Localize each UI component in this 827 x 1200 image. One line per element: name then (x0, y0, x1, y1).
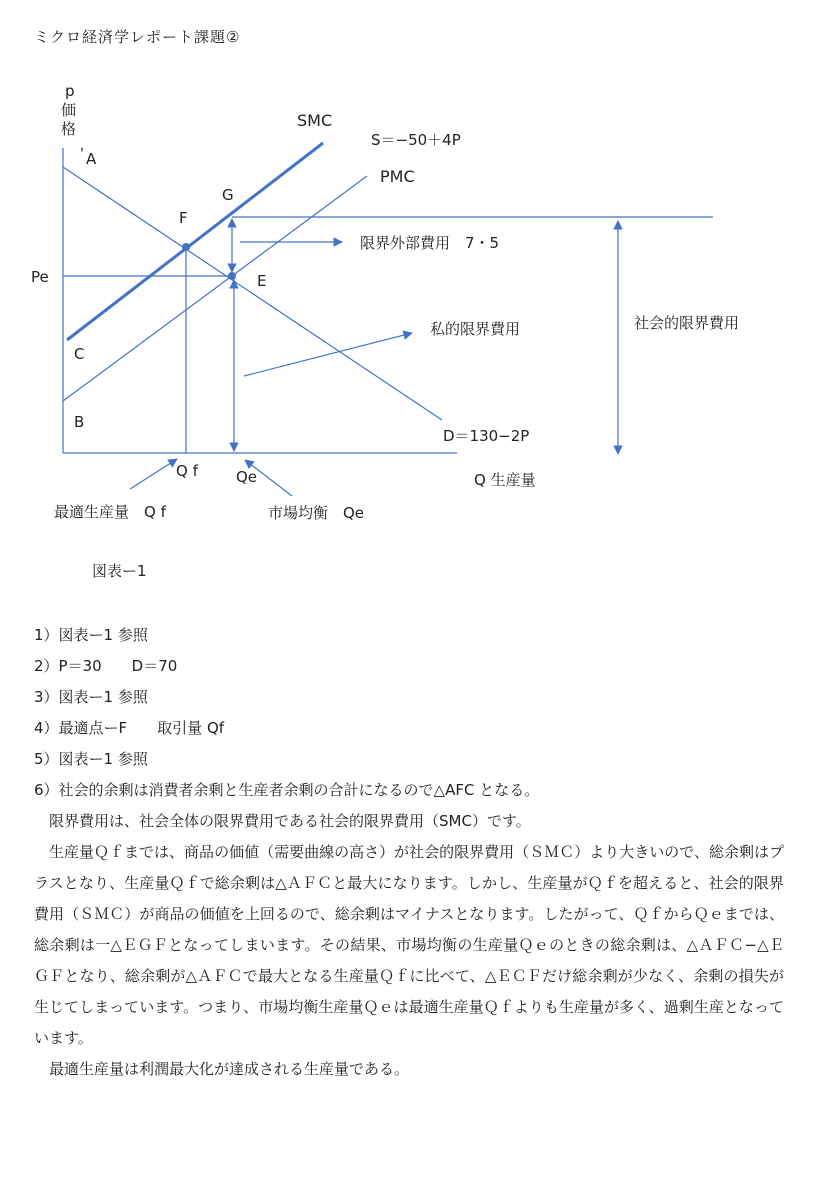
y-axis-label-kaku: 格 (61, 120, 77, 138)
paragraph-3: 最適生産量は利潤最大化が達成される生産量である。 (49, 1060, 410, 1078)
label-demand-eq: D＝130−2P (443, 427, 530, 445)
label-pe: Pe (31, 268, 49, 286)
note-market: 市場均衡 Qe (268, 504, 365, 522)
page-title: ミクロ経済学レポート課題② (34, 28, 241, 46)
label-social-cost: 社会的限界費用 (634, 314, 740, 332)
label-external-cost: 限界外部費用 7・5 (360, 234, 500, 252)
answer-4: 4）最適点ーF 取引量 Qf (34, 719, 225, 737)
private-cost-pointer (244, 333, 412, 376)
label-e: E (257, 272, 267, 290)
answer-1: 1）図表ー1 参照 (34, 626, 148, 644)
answer-2: 2）P＝30 D＝70 (34, 657, 178, 675)
label-private-cost: 私的限界費用 (430, 320, 521, 338)
demand-curve (63, 167, 442, 420)
label-pmc: PMC (380, 167, 415, 186)
label-f: F (179, 209, 188, 227)
label-qf: Q f (176, 462, 198, 480)
tick-mark: ' (80, 146, 84, 162)
label-a: A (86, 150, 97, 168)
label-x-axis: Q 生産量 (474, 471, 536, 489)
y-axis-label-ka: 価 (61, 101, 77, 119)
answer-3: 3）図表ー1 参照 (34, 688, 148, 706)
point-e-dot (228, 272, 236, 280)
pmc-curve (63, 176, 367, 401)
note-optimal: 最適生産量 Q f (54, 503, 166, 521)
label-b: B (74, 413, 85, 431)
label-qe: Qe (236, 468, 258, 486)
label-smc: SMC (297, 111, 333, 130)
label-g: G (222, 186, 234, 204)
paragraph-1: 限界費用は、社会全体の限界費用である社会的限界費用（SMC）です。 (49, 812, 531, 830)
label-c: C (74, 345, 85, 363)
answer-5: 5）図表ー1 参照 (34, 750, 148, 768)
qf-pointer (130, 459, 177, 489)
answers-section (34, 620, 784, 1085)
figure-caption: 図表ー1 (92, 562, 147, 580)
economics-diagram (0, 0, 827, 560)
answer-6: 6）社会的余剰は消費者余剰と生産者余剰の合計になるので△AFC となる。 (34, 781, 540, 799)
paragraph-2: 生産量Ｑｆまでは、商品の価値（需要曲線の高さ）が社会的限界費用（ＳＭＣ）より大きいので、総余剰はプラスとなり、生産量Ｑｆで総余剰は△ＡＦＣと最大になります。しかし、生産量がＱｆを超えると、社会的限界費用（ＳＭＣ）が商品の価値を上回るので、総余剰はマイナスとなります。したがって、ＱｆからＱｅまでは、総余剰は一△ＥＧＦとなってしまいます。その結果、市場均衡の生産量Ｑｅのときの総余剰は、△ＡＦＣ−△ＥＧＦとなり、総余剰が△ＡＦＣで最大となる生産量Ｑｆに比べて、△ＥＣＦだけ総余剰が少なく、余剰の損失が生じてしまっています。つまり、市場均衡生産量Ｑｅは最適生産量Ｑｆよりも生産量が多く、過剰生産となっています。 (34, 843, 784, 1047)
label-supply-eq: S＝−50＋4P (371, 131, 461, 149)
y-axis-label-p: p (65, 82, 75, 100)
point-f-dot (182, 243, 190, 251)
